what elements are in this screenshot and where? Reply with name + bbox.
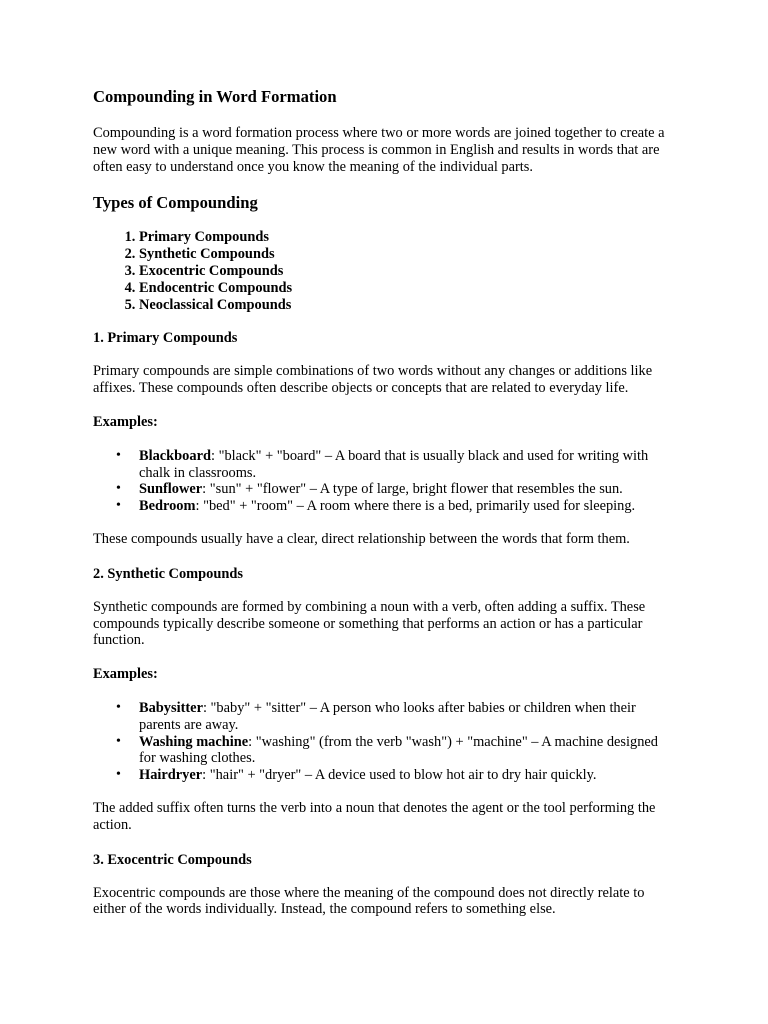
types-list-item: 1. Primary Compounds	[139, 229, 678, 246]
examples-list	[93, 700, 678, 784]
bullet-icon: •	[116, 767, 121, 783]
example-text: : "sun" + "flower" – A type of large, bright flower that resembles the sun.	[202, 481, 623, 498]
example-term: Babysitter	[139, 699, 203, 716]
examples-label: Examples:	[93, 666, 158, 683]
section-description: Synthetic compounds are formed by combining a noun with a verb, often adding a suffix. These compounds typically describe someone or something that performs an action or has a particular function.	[93, 598, 646, 649]
example-term: Bedroom	[139, 498, 196, 515]
example-term: Hairdryer	[139, 767, 203, 784]
example-text: : "baby" + "sitter" – A person who looks after babies or children when their parents are away.	[139, 699, 636, 733]
section-heading-synthetic: 2. Synthetic Compounds	[93, 565, 243, 582]
example-text: : "bed" + "room" – A room where there is a bed, primarily used for sleeping.	[195, 498, 636, 515]
types-list-item: 2. Synthetic Compounds	[139, 246, 678, 263]
example-text: : "washing" (from the verb "wash") + "machine" – A machine designed for washing clothes.	[139, 733, 658, 767]
types-list	[93, 229, 678, 313]
examples-list	[93, 448, 678, 515]
example-item	[116, 699, 678, 734]
example-item	[116, 767, 678, 784]
example-text: : "hair" + "dryer" – A device used to blow hot air to dry hair quickly.	[202, 767, 597, 784]
examples-label: Examples:	[93, 413, 158, 430]
section-description: Exocentric compounds are those where the meaning of the compound does not directly relate to either of the words individually. Instead, the compound refers to something else.	[93, 884, 645, 918]
bullet-icon: •	[116, 481, 121, 497]
example-term: Washing machine	[139, 733, 249, 750]
types-heading: Types of Compounding	[93, 193, 258, 213]
bullet-icon: •	[116, 733, 121, 749]
bullet-icon: •	[116, 699, 121, 715]
types-list-item: 5. Neoclassical Compounds	[139, 297, 678, 314]
section-heading-primary: 1. Primary Compounds	[93, 330, 238, 347]
types-list-item: 4. Endocentric Compounds	[139, 280, 678, 297]
intro-paragraph: Compounding is a word formation process where two or more words are joined together to create a new word with a unique meaning. This process is common in English and results in words that are often easy to understand once you know the meaning of the individual parts.	[93, 125, 665, 175]
section-heading-exocentric: 3. Exocentric Compounds	[93, 851, 252, 868]
example-item	[116, 447, 678, 482]
section-description: Primary compounds are simple combinations of two words without any changes or additions like affixes. These compounds often describe objects or concepts that are related to everyday life.	[93, 363, 653, 397]
example-item	[116, 481, 678, 498]
example-term: Blackboard	[139, 447, 211, 464]
section-note: The added suffix often turns the verb into a noun that denotes the agent or the tool performing the action.	[93, 799, 656, 833]
section-note: These compounds usually have a clear, direct relationship between the words that form them.	[93, 530, 630, 547]
example-item	[116, 733, 678, 768]
types-list-item: 3. Exocentric Compounds	[139, 263, 678, 280]
page-title: Compounding in Word Formation	[93, 87, 337, 106]
bullet-icon: •	[116, 447, 121, 463]
example-text: : "black" + "board" – A board that is usually black and used for writing with chalk in classrooms.	[139, 447, 649, 481]
bullet-icon: •	[116, 498, 121, 514]
example-item	[116, 498, 678, 515]
example-term: Sunflower	[139, 481, 203, 498]
